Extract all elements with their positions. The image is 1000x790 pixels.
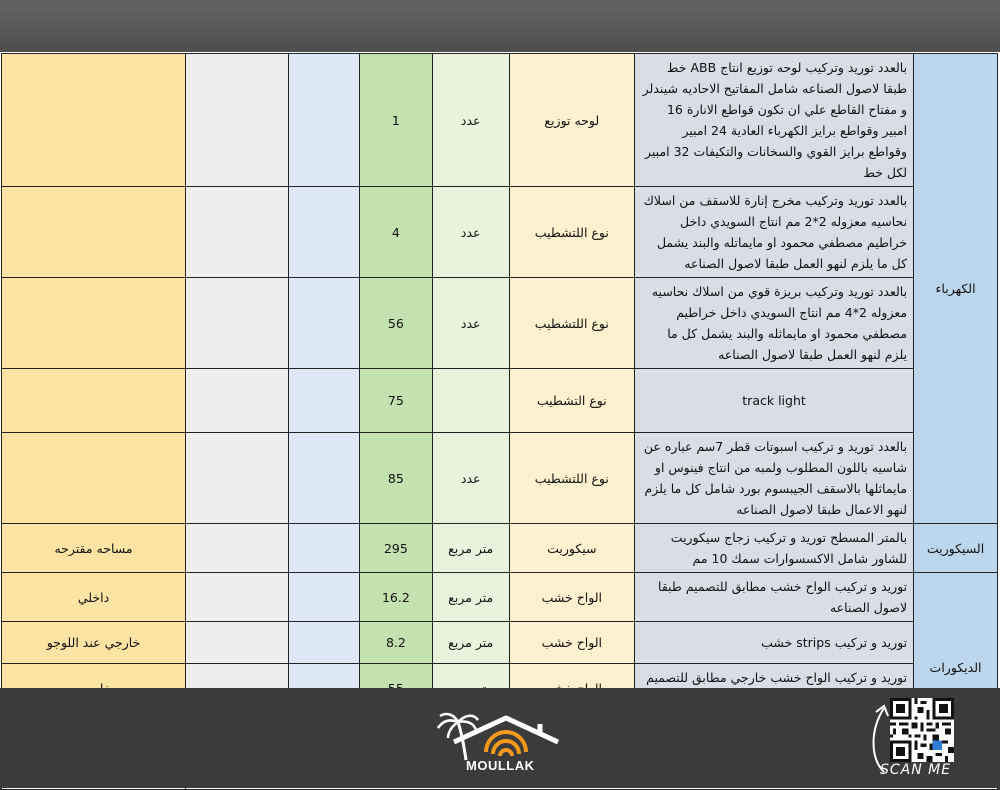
item-unit: متر مربع — [432, 622, 509, 664]
table-row — [2, 573, 998, 622]
item-name: الواح خشب — [509, 622, 634, 664]
scan-me-label: SCAN ME — [880, 762, 952, 778]
item-name: نوع اللتشطيب — [509, 433, 634, 524]
item-description: بالمتر المسطح توريد و تركيب زجاج سيكوريت للشاور شامل الاكسسوارات سمك 10 مم — [635, 524, 914, 573]
table-row — [2, 369, 998, 433]
item-quantity: 1 — [359, 54, 432, 187]
item-note: داخلي — [2, 573, 186, 622]
empty-cell — [186, 278, 289, 369]
item-name: نوع اللتشطيب — [509, 187, 634, 278]
table-row — [2, 622, 998, 664]
item-description: توريد و تركيب الواح خشب خارجي مطابق للتصميم — [635, 664, 914, 713]
empty-cell — [289, 433, 360, 524]
item-description: بالعدد توريد و تركيب اسبوتات قطر 7سم عباره عن شاسيه باللون المطلوب ولمبه من انتاج فينوس او مايماثلها بالاسقف الجيبسوم بورد شامل كل ما يلزم لنهو الاعمال طبقا لاصول الصناعه — [635, 433, 914, 524]
empty-cell — [186, 573, 289, 622]
item-unit: متر مربع — [432, 573, 509, 622]
item-note — [2, 278, 186, 369]
boq-table — [1, 53, 998, 790]
empty-cell — [289, 573, 360, 622]
item-note — [2, 433, 186, 524]
empty-cell — [186, 187, 289, 278]
item-name: لوحه توزيع — [509, 54, 634, 187]
item-quantity: 4 — [359, 187, 432, 278]
item-description: بالعدد توريد وتركيب بريزة قوي من اسلاك نحاسيه معزوله 2*4 مم انتاج السويدي داخل خراطيم مصطفي محمود او مايماثله والبند يشمل كل ما يلزم لنهو العمل طبقا لاصول الصناعه — [635, 278, 914, 369]
item-quantity: 75 — [359, 369, 432, 433]
item-quantity: 56 — [359, 278, 432, 369]
empty-cell — [186, 524, 289, 573]
item-quantity: 85 — [359, 433, 432, 524]
category-electricity: الكهرباء — [914, 54, 998, 524]
table-row — [2, 524, 998, 573]
item-unit: عدد — [432, 433, 509, 524]
table-row — [2, 187, 998, 278]
item-unit: متر مربع — [432, 524, 509, 573]
item-note: خارجي عند اللوجو — [2, 622, 186, 664]
item-unit: عدد — [432, 278, 509, 369]
item-name: سيكوريت — [509, 524, 634, 573]
item-name: نوع اللتشطيب — [509, 278, 634, 369]
qr-code-icon[interactable] — [890, 698, 954, 762]
table-row — [2, 54, 998, 187]
item-note: مساحه مقترحه — [2, 524, 186, 573]
item-description: track light — [635, 369, 914, 433]
empty-cell — [186, 433, 289, 524]
top-bar — [0, 0, 1000, 52]
category-decor: الديكورات — [914, 573, 998, 762]
empty-cell — [186, 54, 289, 187]
item-note — [2, 54, 186, 187]
table-row — [2, 433, 998, 524]
item-unit: عدد — [432, 187, 509, 278]
item-note — [2, 187, 186, 278]
category-securit: السيكوريت — [914, 524, 998, 573]
item-name: نوع التشطيب — [509, 369, 634, 433]
empty-cell — [289, 622, 360, 664]
empty-cell — [289, 524, 360, 573]
item-description: توريد و تركيب strips خشب — [635, 622, 914, 664]
item-unit: عدد — [432, 54, 509, 187]
item-quantity: 8.2 — [359, 622, 432, 664]
item-name: الواح خشب — [509, 573, 634, 622]
empty-cell — [186, 622, 289, 664]
item-unit — [432, 369, 509, 433]
table-row — [2, 278, 998, 369]
item-description: توريد و تركيب الواح خشب مطابق للتصميم طبقا لاصول الصناعه — [635, 573, 914, 622]
empty-cell — [289, 278, 360, 369]
item-quantity: 295 — [359, 524, 432, 573]
empty-cell — [289, 54, 360, 187]
empty-cell — [289, 369, 360, 433]
item-description: بالعدد توريد وتركيب مخرج إنارة للاسقف من اسلاك نحاسيه معزوله 2*2 مم انتاج السويدي داخل خراطيم مصطفي محمود او مايماتله والبند يشمل كل ما يلزم لنهو العمل طبقا لاصول الصناعه — [635, 187, 914, 278]
empty-cell — [186, 369, 289, 433]
item-description: بالعدد توريد وتركيب لوحه توزيع انتاج ABB خط طبقا لاصول الصناعه شامل المفاتيح الاحاديه شيندلر و مفتاح القاطع علي ان تكون قواطع الانارة 16 امبير وقواطع برايز الكهرباء العادية 24 امبير وقواطع برايز القوي والسخانات والتكيفات 32 امبير لكل خط — [635, 54, 914, 187]
empty-cell — [289, 187, 360, 278]
boq-sheet — [0, 52, 1000, 688]
item-quantity: 16.2 — [359, 573, 432, 622]
item-note — [2, 369, 186, 433]
brand-name: MOULLAK — [466, 758, 535, 773]
